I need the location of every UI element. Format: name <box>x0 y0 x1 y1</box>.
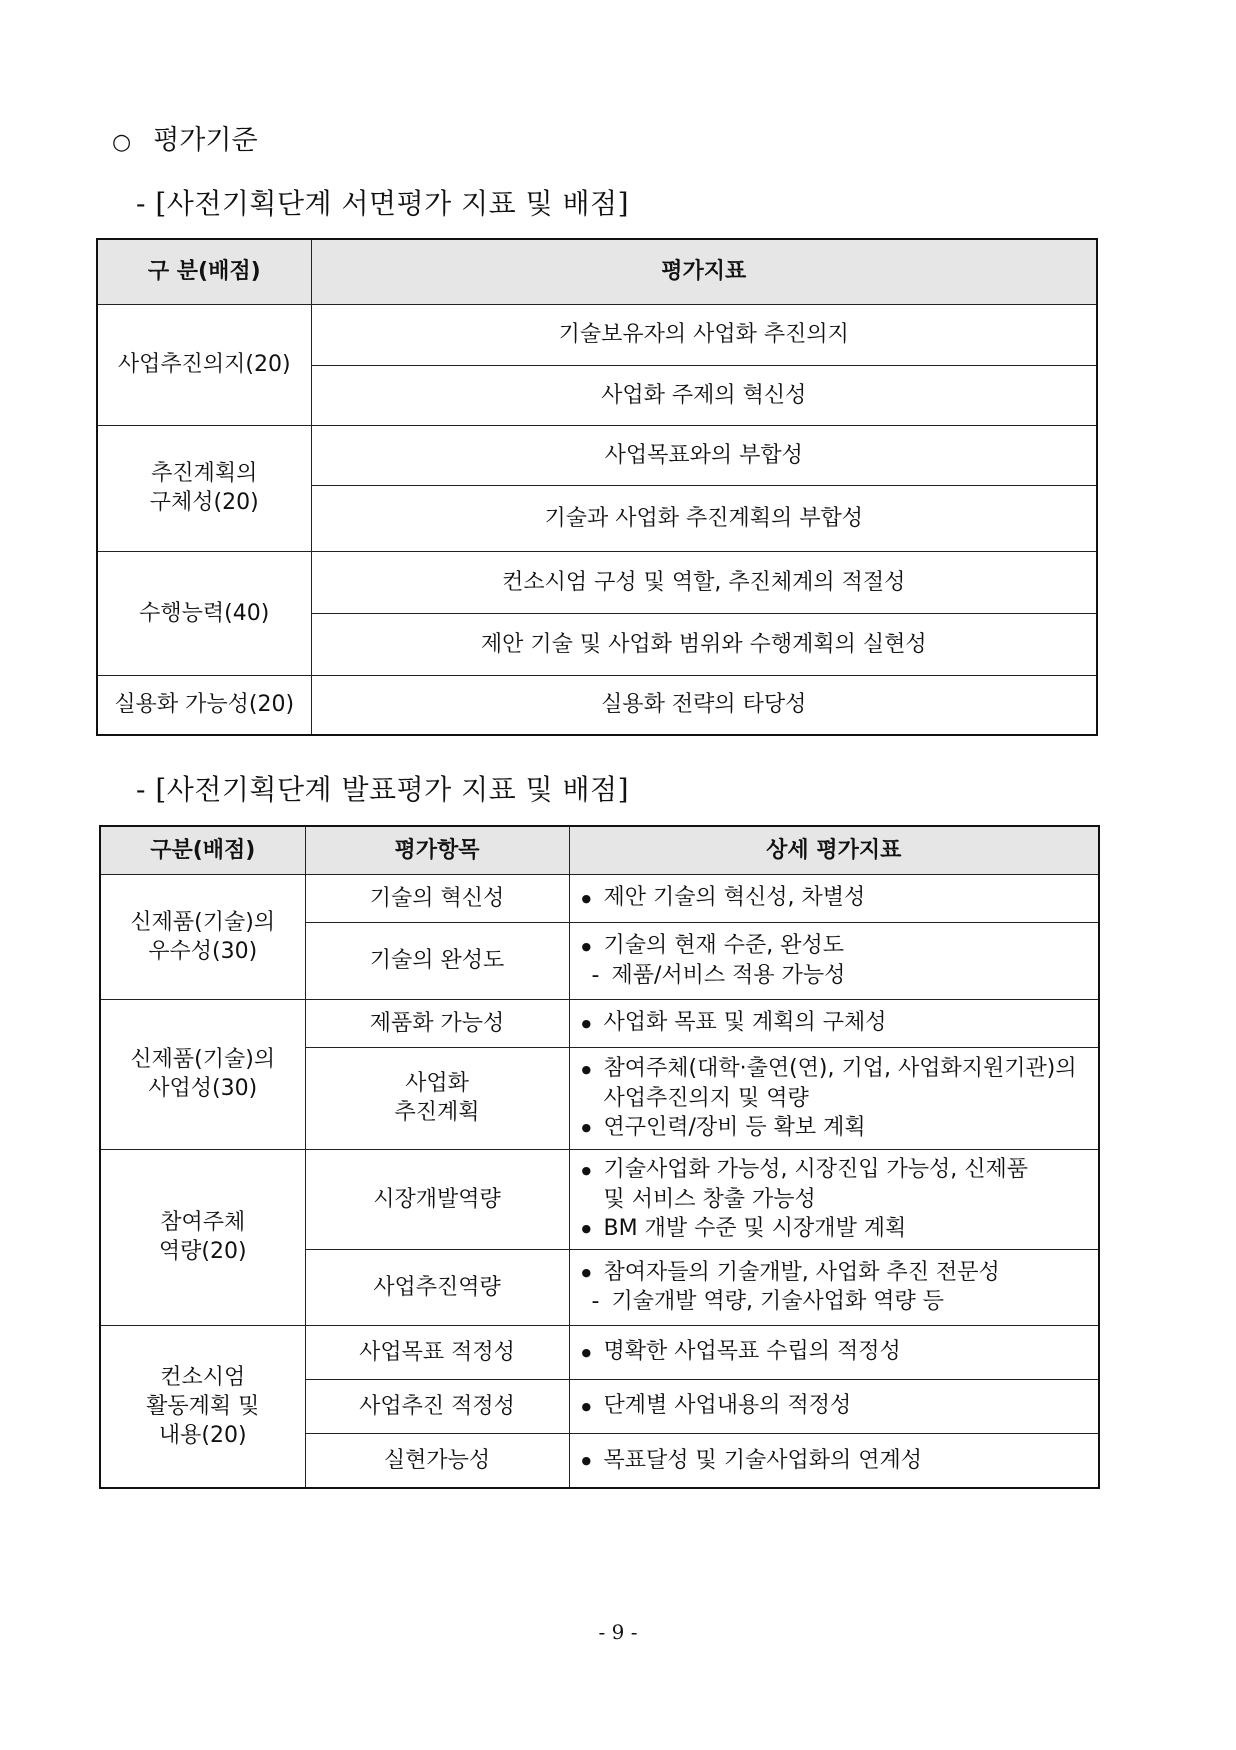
table-row <box>97 425 1097 485</box>
detail-text: 기술사업화 가능성, 시장진입 가능성, 신제품 <box>603 1157 1028 1182</box>
detail-line <box>582 931 1095 961</box>
category-cell <box>100 874 305 999</box>
item-line: 사업화 <box>405 1071 469 1096</box>
bullet-icon: ● <box>581 1222 592 1235</box>
header-category: 구 분(배점) <box>97 239 311 304</box>
detail-line <box>582 1287 1095 1316</box>
presentation-evaluation-title: - [사전기획단계 발표평가 지표 및 배점] <box>136 773 630 806</box>
category-cell <box>100 999 305 1149</box>
detail-line <box>582 1258 1095 1288</box>
item-line: 기술의 완성도 <box>369 948 505 973</box>
table-header-row <box>97 239 1097 304</box>
indicator-cell: 기술보유자의 사업화 추진의지 <box>311 304 1097 365</box>
category-line: 역량(20) <box>158 1239 247 1264</box>
category-cell <box>100 1149 305 1325</box>
header-detail: 상세 평가지표 <box>569 826 1099 874</box>
detail-line <box>582 1214 1095 1244</box>
detail-line <box>582 1337 1095 1367</box>
header-category: 구분(배점) <box>100 826 305 874</box>
bullet-icon: ● <box>581 1062 592 1076</box>
indicator-cell: 기술과 사업화 추진계획의 부합성 <box>311 485 1097 551</box>
heading-title: 평가기준 <box>153 125 258 156</box>
category-line: 컨소시엄 <box>160 1364 246 1390</box>
bullet-icon: ● <box>581 1163 592 1177</box>
bullet-icon: ● <box>581 1266 592 1280</box>
detail-text: 사업화 목표 및 계획의 구체성 <box>603 1010 887 1036</box>
table-row <box>100 874 1099 922</box>
detail-line <box>582 1084 1095 1113</box>
detail-cell <box>569 1379 1099 1433</box>
detail-cell <box>569 999 1099 1047</box>
detail-text: 및 서비스 창출 가능성 <box>603 1186 816 1212</box>
category-line: 참여주체 <box>160 1210 246 1235</box>
written-evaluation-title: - [사전기획단계 서면평가 지표 및 배점] <box>136 187 630 220</box>
item-cell <box>305 1325 569 1379</box>
category-cell: 실용화 가능성(20) <box>97 675 311 735</box>
item-cell <box>305 1379 569 1433</box>
category-cell <box>100 1325 305 1488</box>
detail-text: 제품/서비스 적용 가능성 <box>611 962 846 988</box>
category-cell: 수행능력(40) <box>97 551 311 675</box>
item-cell <box>305 922 569 999</box>
detail-cell <box>569 1149 1099 1249</box>
item-line: 사업목표 적정성 <box>359 1339 515 1365</box>
page-number: - 9 - <box>598 1620 638 1644</box>
detail-text: 기술의 현재 수준, 완성도 <box>603 933 844 959</box>
item-cell <box>305 1149 569 1249</box>
detail-cell <box>569 1249 1099 1325</box>
table-header-row <box>100 826 1099 874</box>
detail-text: 목표달성 및 기술사업화의 연계성 <box>603 1447 923 1473</box>
bullet-icon: ● <box>581 939 592 953</box>
detail-line <box>582 1391 1095 1421</box>
category-line: 내용(20) <box>158 1422 247 1448</box>
table-row <box>100 1325 1099 1379</box>
detail-cell <box>569 1433 1099 1488</box>
indicator-cell: 사업목표와의 부합성 <box>311 425 1097 485</box>
detail-cell <box>569 874 1099 922</box>
detail-text: 연구인력/장비 등 확보 계획 <box>603 1114 866 1140</box>
table-row <box>97 304 1097 365</box>
item-cell <box>305 1047 569 1149</box>
detail-text: 명확한 사업목표 수립의 적정성 <box>603 1339 901 1365</box>
item-line: 사업추진역량 <box>373 1274 501 1300</box>
item-line: 제품화 가능성 <box>369 1010 505 1036</box>
item-cell <box>305 874 569 922</box>
detail-line <box>582 961 1095 990</box>
detail-text: 제안 기술의 혁신성, 차별성 <box>603 885 866 911</box>
presentation-table-body <box>100 874 1099 1488</box>
detail-cell <box>569 1047 1099 1149</box>
detail-text: 참여자들의 기술개발, 사업화 추진 전문성 <box>603 1259 1000 1285</box>
category-line: 신제품(기술)의 <box>130 909 276 935</box>
category-line: 활동계획 및 <box>146 1393 260 1419</box>
item-line: 시장개발역량 <box>373 1186 501 1212</box>
detail-text: BM 개발 수준 및 시장개발 계획 <box>603 1215 907 1241</box>
item-cell <box>305 1433 569 1488</box>
item-line: 추진계획 <box>394 1100 480 1125</box>
dash-icon: - <box>591 1289 600 1315</box>
header-item: 평가항목 <box>305 826 569 874</box>
detail-cell <box>569 1325 1099 1379</box>
detail-line <box>582 1113 1095 1143</box>
detail-text: 참여주체(대학·출연(연), 기업, 사업화지원기관)의 <box>603 1056 1077 1081</box>
category-line: 우수성(30) <box>148 938 258 964</box>
category-line: 신제품(기술)의 <box>130 1047 276 1072</box>
bullet-icon: ● <box>581 1399 592 1413</box>
item-cell <box>305 1249 569 1325</box>
indicator-cell: 컨소시엄 구성 및 역할, 추진체계의 적절성 <box>311 551 1097 613</box>
bullet-icon: ● <box>581 1454 592 1467</box>
item-cell <box>305 999 569 1047</box>
indicator-cell: 제안 기술 및 사업화 범위와 수행계획의 실현성 <box>311 613 1097 675</box>
indicator-cell: 사업화 주제의 혁신성 <box>311 365 1097 425</box>
category-cell: 사업추진의지(20) <box>97 304 311 425</box>
detail-line <box>582 883 1095 913</box>
bullet-icon: ● <box>581 891 592 905</box>
detail-cell <box>569 922 1099 999</box>
table-row <box>100 1149 1099 1249</box>
category-line: 사업성(30) <box>148 1076 258 1101</box>
item-line: 실현가능성 <box>383 1447 491 1473</box>
header-indicator: 평가지표 <box>311 239 1097 304</box>
bullet-icon: ● <box>581 1016 592 1030</box>
detail-text: 단계별 사업내용의 적정성 <box>603 1393 852 1419</box>
detail-line <box>582 1008 1095 1038</box>
category-line: 구체성(20) <box>149 490 259 515</box>
detail-text: 사업추진의지 및 역량 <box>603 1085 809 1111</box>
item-line: 기술의 혁신성 <box>369 885 505 911</box>
detail-text: 기술개발 역량, 기술사업화 역량 등 <box>611 1289 944 1315</box>
item-line: 사업추진 적정성 <box>359 1393 515 1419</box>
section-heading <box>112 118 258 157</box>
dash-icon: - <box>591 962 600 988</box>
detail-line <box>582 1446 1095 1476</box>
category-line: 추진계획의 <box>151 461 258 486</box>
table-row <box>100 999 1099 1047</box>
detail-line <box>582 1185 1095 1214</box>
bullet-icon: ● <box>581 1345 592 1359</box>
circle-bullet-icon: ○ <box>112 130 132 155</box>
detail-line <box>582 1054 1095 1084</box>
table-row <box>97 675 1097 735</box>
table-row <box>97 551 1097 613</box>
written-evaluation-table <box>96 238 1098 736</box>
bullet-icon: ● <box>581 1121 592 1134</box>
category-cell <box>97 425 311 551</box>
indicator-cell: 실용화 전략의 타당성 <box>311 675 1097 735</box>
presentation-evaluation-table <box>99 825 1100 1489</box>
detail-line <box>582 1155 1095 1185</box>
